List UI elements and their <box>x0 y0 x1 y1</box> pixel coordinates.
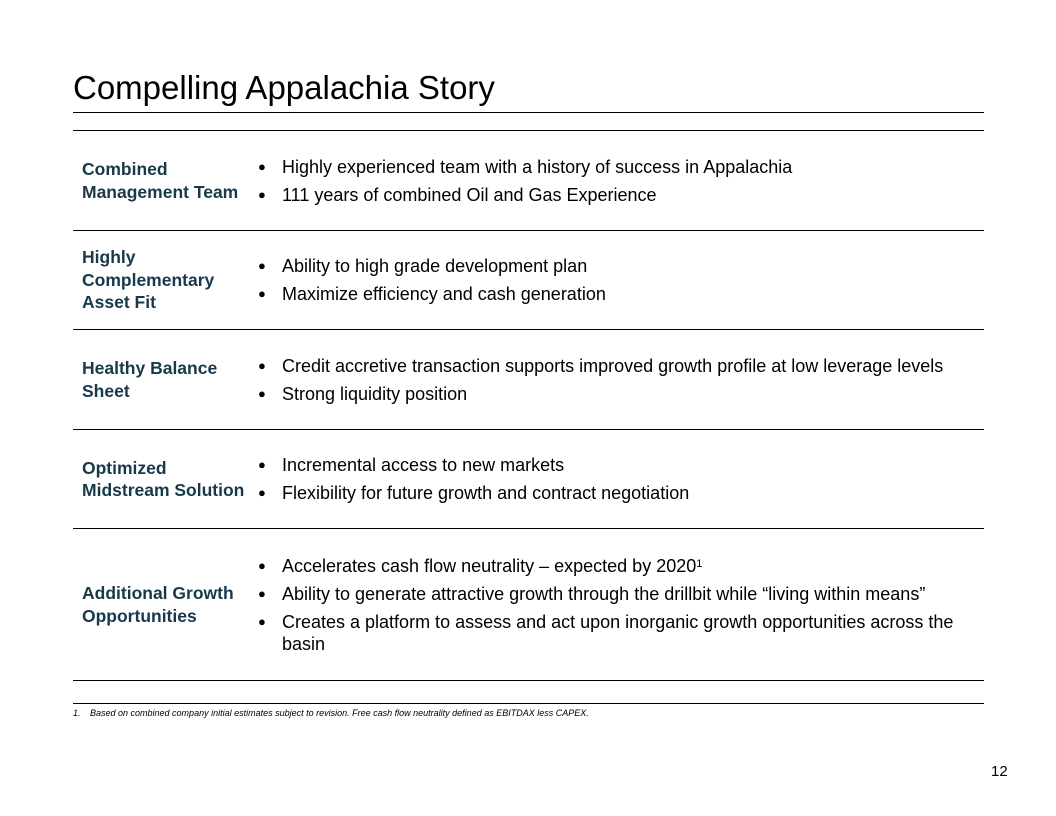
bullet-item: ● Flexibility for future growth and contract negotiation <box>258 482 984 504</box>
row-label: Highly Complementary Asset Fit <box>82 247 215 313</box>
table-row <box>73 330 984 429</box>
page-number: 12 <box>991 763 1008 780</box>
row-bullets <box>258 330 984 429</box>
row-bullets <box>258 231 984 329</box>
table-row <box>73 231 984 329</box>
bullet-item: ● Strong liquidity position <box>258 383 984 405</box>
bullet-item: ● Ability to generate attractive growth through the drillbit while “living within means” <box>258 583 984 605</box>
table-row <box>73 430 984 528</box>
table-row <box>73 529 984 680</box>
row-label: Healthy Balance Sheet <box>82 358 218 401</box>
row-label: Additional Growth Opportunities <box>82 583 234 626</box>
row-label: Combined Management Team <box>82 159 239 202</box>
bullet-item <box>258 555 984 577</box>
table-row <box>73 131 984 230</box>
footnote-rule <box>73 703 984 704</box>
footnote-ref: 1 <box>696 557 703 570</box>
bullet-item: ● Creates a platform to assess and act upon inorganic growth opportunities across the basin <box>258 611 984 655</box>
bullet-item: ● 111 years of combined Oil and Gas Experience <box>258 184 984 206</box>
row-bullets <box>258 529 984 680</box>
bullet-item: ● Ability to high grade development plan <box>258 255 984 277</box>
bullet-item: ● Credit accretive transaction supports improved growth profile at low leverage levels <box>258 355 984 377</box>
bullet-item: ● Incremental access to new markets <box>258 454 984 476</box>
bullet-item: ● Highly experienced team with a history of success in Appalachia <box>258 156 984 178</box>
table-bottom-rule <box>73 680 984 681</box>
footnote <box>73 708 589 718</box>
row-bullets <box>258 430 984 528</box>
row-bullets <box>258 131 984 230</box>
page-title: Compelling Appalachia Story <box>73 69 495 106</box>
title-rule <box>73 112 984 113</box>
footnote-number: 1. <box>73 708 81 718</box>
bullet-item: ● Maximize efficiency and cash generation <box>258 283 984 305</box>
bullet-text: Accelerates cash flow neutrality – expected by 2020 <box>282 555 697 576</box>
footnote-text: Based on combined company initial estimates subject to revision. Free cash flow neutrality defined as EBITDAX less CAPEX. <box>90 708 589 718</box>
row-label: Optimized Midstream Solution <box>82 457 245 500</box>
